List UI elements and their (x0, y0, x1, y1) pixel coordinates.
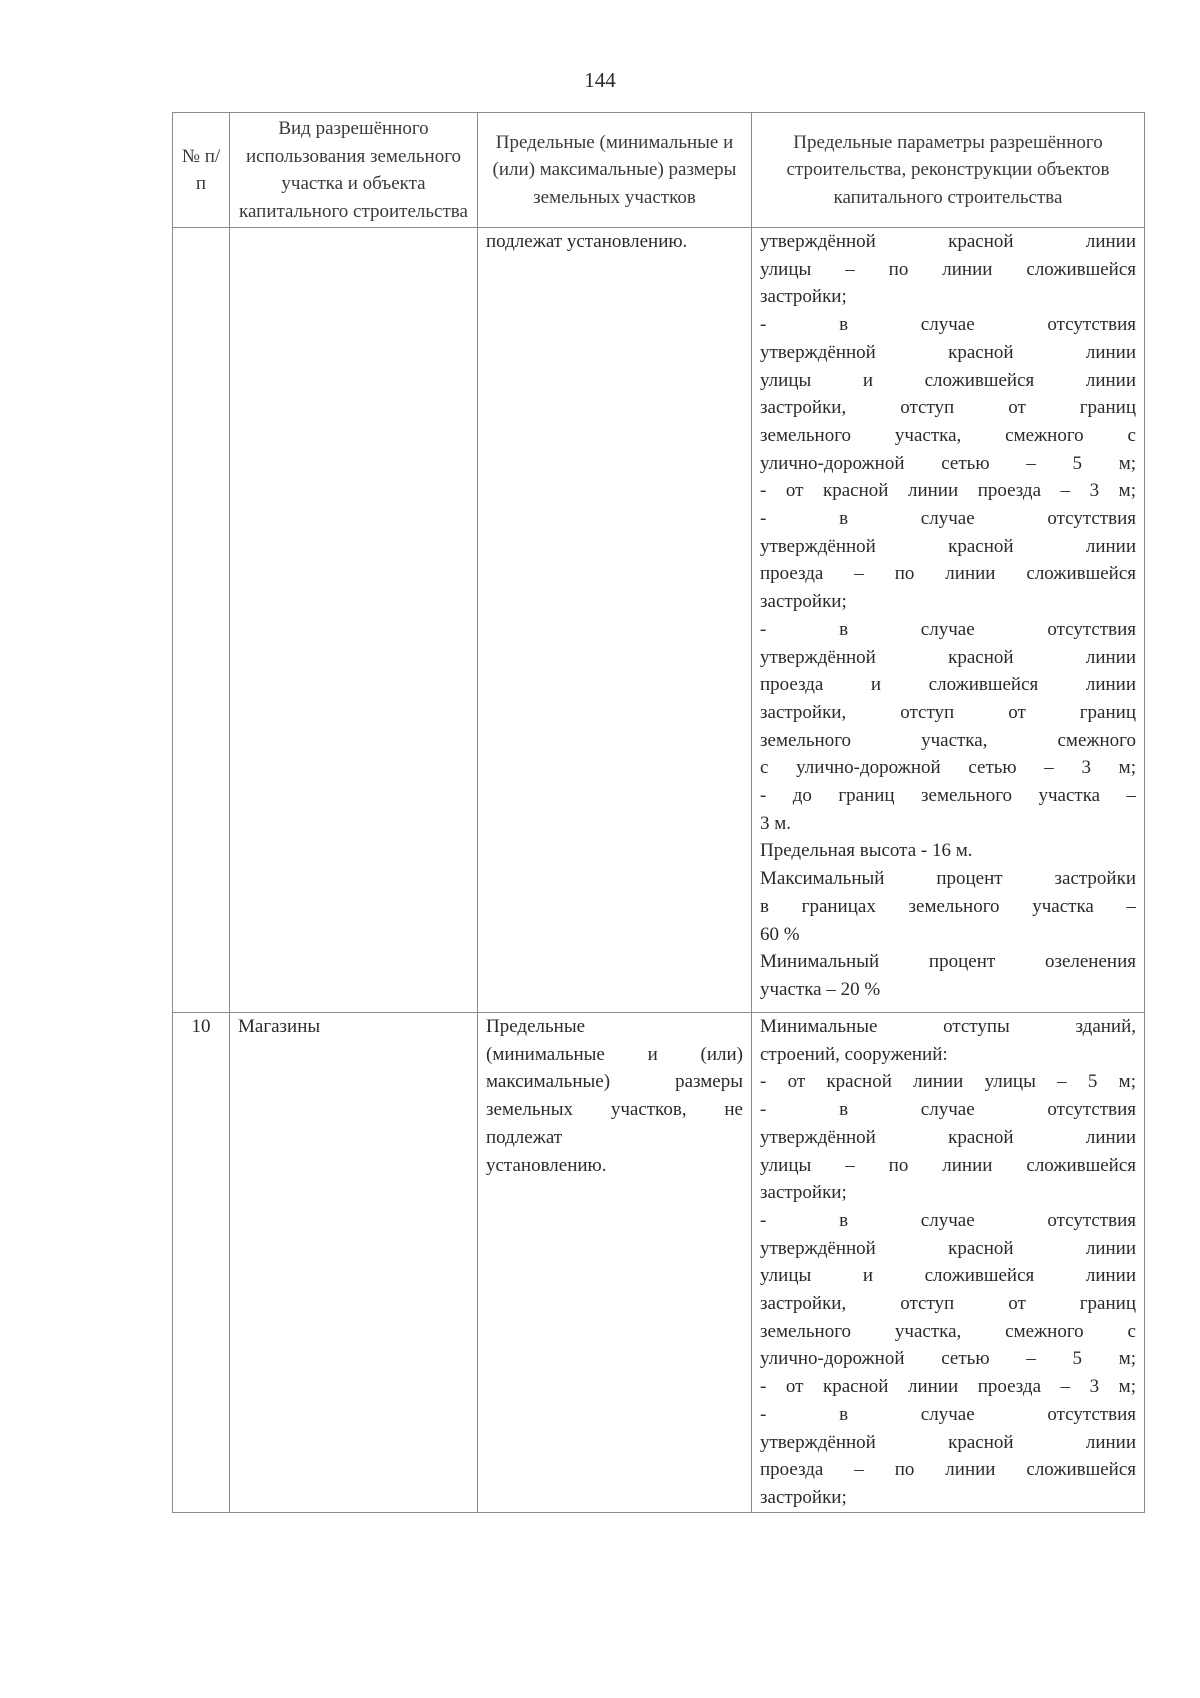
text-line: строений, сооружений: (760, 1043, 948, 1065)
text-line: утверждённой красной линии (760, 535, 1136, 557)
text-line: застройки; (760, 1182, 847, 1204)
text-line: застройки, отступ от границ (760, 1293, 1136, 1315)
text-line: Предельные (486, 1016, 586, 1037)
text-line: утверждённой красной линии (760, 1126, 1136, 1148)
text-line: улично-дорожной сетью – 5 м; (760, 1348, 1136, 1370)
text-line: улицы и сложившейся линии (760, 369, 1136, 391)
text-line: - от красной линии проезда – 3 м; (760, 1376, 1136, 1398)
text-line: Максимальный процент застройки (760, 868, 1136, 890)
text-line: утверждённой красной линии (760, 341, 1136, 363)
text-line: земельного участка, смежного с (760, 1320, 1136, 1342)
text-line: утверждённой красной линии (760, 231, 1136, 252)
text-line: земельного участка, смежного с (760, 424, 1136, 446)
row-plot-sizes-cell (478, 1013, 752, 1513)
text-line: земельного участка, смежного (760, 729, 1136, 751)
row-num-cell: 10 (173, 1013, 230, 1513)
text-line: участка – 20 % (760, 978, 881, 1000)
text-line: земельных участков, не (486, 1099, 743, 1121)
row-use-type-cell: Магазины (230, 1013, 478, 1513)
header-plot-sizes: Предельные (минимальные и (или) максимальные) размеры земельных участков (478, 113, 752, 228)
text-line: - в случае отсутствия (760, 508, 1136, 530)
text-line: Предельная высота - 16 м. (760, 840, 973, 862)
text-line: Минимальный процент озеленения (760, 951, 1136, 973)
row-build-params-cell (752, 228, 1145, 1013)
table-row (173, 1013, 1145, 1513)
text-line: 3 м. (760, 812, 792, 834)
header-num: № п/п (173, 113, 230, 228)
table-row (173, 228, 1145, 1013)
text-line: - от красной линии проезда – 3 м; (760, 480, 1136, 502)
regulations-table (172, 112, 1145, 1513)
text-line: в границах земельного участка – (760, 895, 1136, 917)
text-line: улицы и сложившейся линии (760, 1265, 1136, 1287)
header-build-params: Предельные параметры разрешённого строительства, реконструкции объектов капитального строительства (752, 113, 1145, 228)
row-num-cell (173, 228, 230, 1013)
header-use-type: Вид разрешённого использования земельного участка и объекта капитального строительства (230, 113, 478, 228)
text-line: 60 % (760, 923, 800, 945)
text-line: - от красной линии улицы – 5 м; (760, 1071, 1136, 1093)
text-line: с улично-дорожной сетью – 3 м; (760, 757, 1136, 779)
text-line: застройки; (760, 286, 847, 308)
text-line: застройки, отступ от границ (760, 701, 1136, 723)
text-line: улицы – по линии сложившейся (760, 1154, 1136, 1176)
text-line: застройки; (760, 591, 847, 613)
text-line: - в случае отсутствия (760, 1209, 1136, 1231)
text-line: проезда и сложившейся линии (760, 674, 1136, 696)
text-line: - в случае отсутствия (760, 618, 1136, 640)
text-line: улицы – по линии сложившейся (760, 258, 1136, 280)
text-line: застройки, отступ от границ (760, 397, 1136, 419)
text-line: застройки; (760, 1486, 847, 1508)
text-line: (минимальные и (или) (486, 1043, 743, 1065)
text-line: - в случае отсутствия (760, 1403, 1136, 1425)
table-header-row (173, 113, 1145, 228)
page-number: 144 (584, 68, 616, 92)
text-line: Минимальные отступы зданий, (760, 1016, 1136, 1037)
text-line: утверждённой красной линии (760, 1237, 1136, 1259)
text-line: утверждённой красной линии (760, 1431, 1136, 1453)
text-line: установлению. (486, 1154, 607, 1176)
text-line: утверждённой красной линии (760, 646, 1136, 668)
text-line: проезда – по линии сложившейся (760, 563, 1136, 585)
text-line: - до границ земельного участка – (760, 785, 1136, 807)
text-line: - в случае отсутствия (760, 1099, 1136, 1121)
row-plot-sizes-cell: подлежат установлению. (478, 228, 752, 1013)
text-line: подлежат (486, 1126, 563, 1148)
text-line: проезда – по линии сложившейся (760, 1459, 1136, 1481)
text-line: - в случае отсутствия (760, 314, 1136, 336)
text-line: максимальные) размеры (486, 1071, 743, 1093)
row-build-params-cell (752, 1013, 1145, 1513)
row-use-type-cell (230, 228, 478, 1013)
text-line: улично-дорожной сетью – 5 м; (760, 452, 1136, 474)
